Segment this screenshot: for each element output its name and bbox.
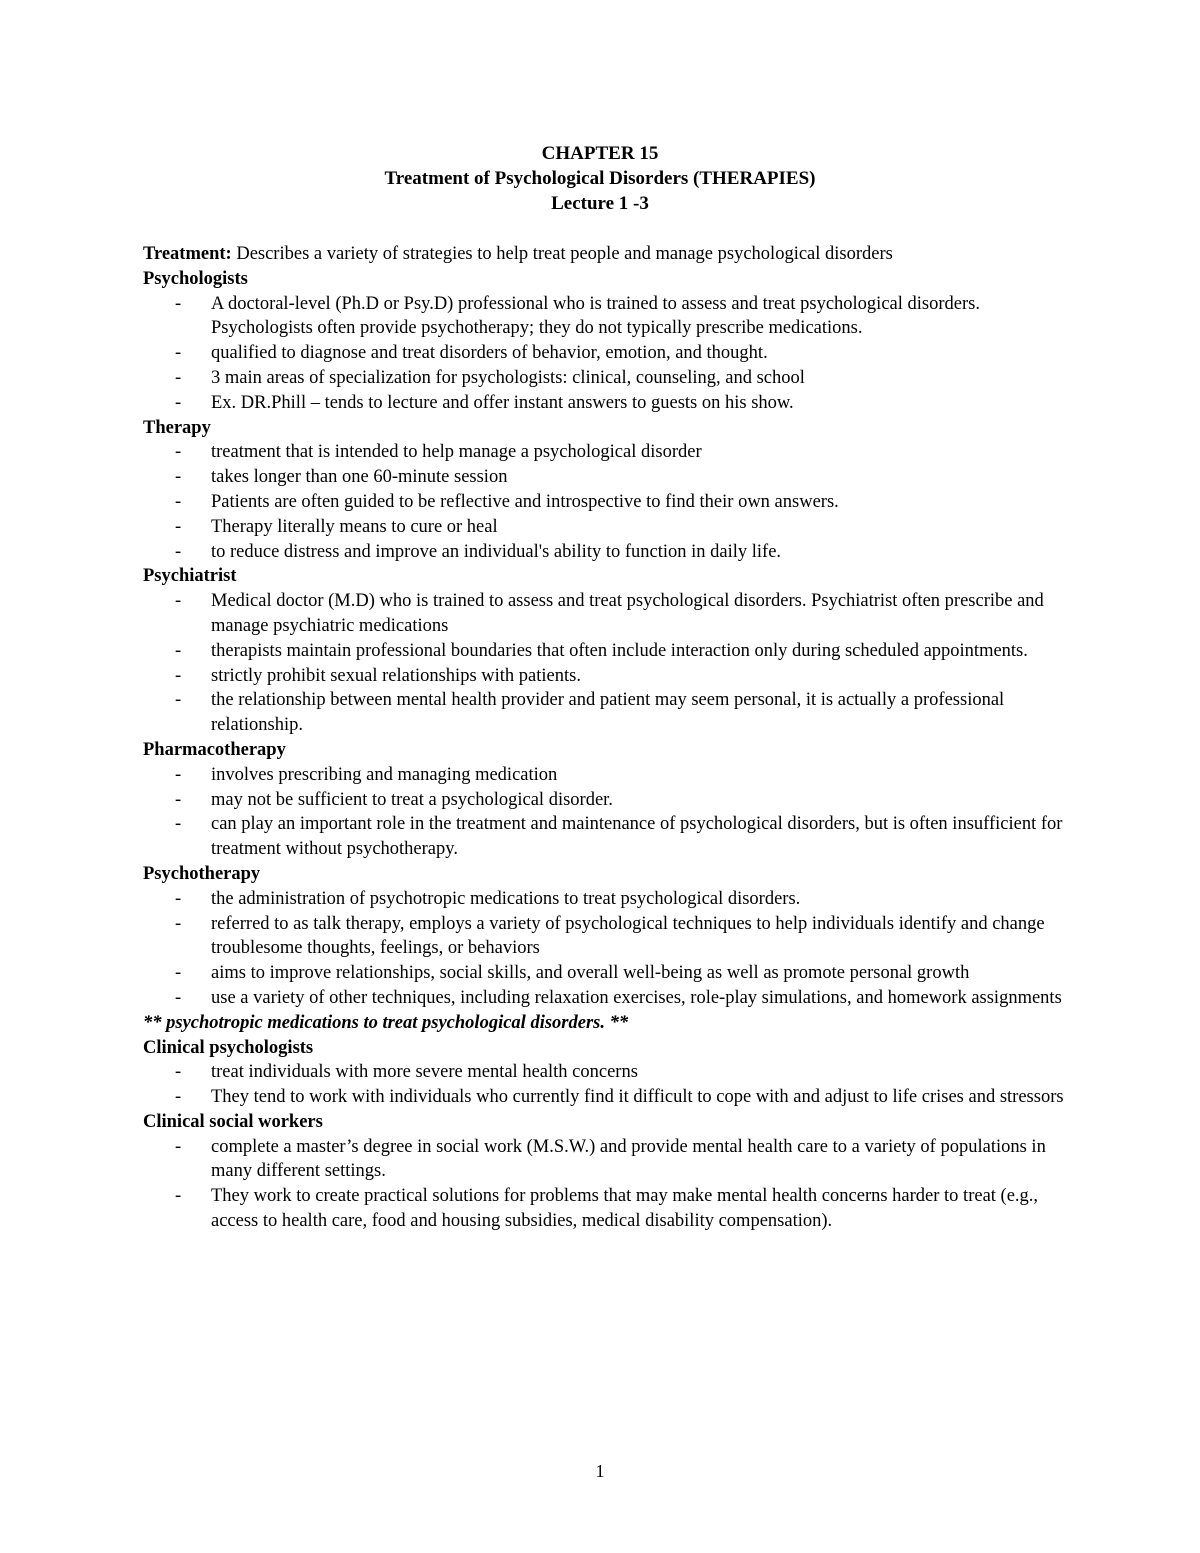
list-item-text: use a variety of other techniques, including relaxation exercises, role-play simulations, and homework assignments (211, 987, 1062, 1008)
section-heading: Psychotherapy (143, 863, 261, 884)
list-item (143, 515, 1073, 540)
bullet-dash: - (175, 987, 182, 1008)
list-item (143, 440, 1073, 465)
treatment-definition (143, 242, 1073, 267)
bullet-dash: - (175, 343, 182, 364)
list-item (143, 292, 1073, 342)
page-number: 1 (595, 1461, 605, 1481)
list-item-text: strictly prohibit sexual relationships with patients. (211, 665, 581, 686)
list-item-text: treat individuals with more severe mental health concerns (211, 1062, 638, 1083)
list-item-text: the administration of psychotropic medications to treat psychological disorders. (211, 888, 801, 909)
list-item-text: A doctoral-level (Ph.D or Psy.D) professional who is trained to assess and treat psychological disorders. Psychologists often provide psychotherapy; they do not typically prescribe medications. (211, 293, 980, 339)
list-item (143, 812, 1073, 862)
list-item (143, 688, 1073, 738)
section-heading: Clinical social workers (143, 1111, 323, 1132)
chapter-heading: CHAPTER 15 (541, 143, 659, 164)
treatment-term: Treatment: (143, 244, 232, 264)
list-item (143, 465, 1073, 490)
section-heading: Pharmacotherapy (143, 739, 286, 760)
list-item-text: aims to improve relationships, social skills, and overall well-being as well as promote personal growth (211, 963, 970, 984)
list-item (143, 961, 1073, 986)
bullet-dash: - (175, 665, 182, 686)
list-item-text: Therapy literally means to cure or heal (211, 516, 498, 537)
list-item-text: the relationship between mental health provider and patient may seem personal, it is actually a professional relationship. (211, 690, 1005, 736)
bullet-dash: - (175, 1062, 182, 1083)
sections-container (143, 267, 1073, 1234)
bullet-dash: - (175, 814, 182, 835)
list-item (143, 664, 1073, 689)
list-item-text: qualified to diagnose and treat disorders of behavior, emotion, and thought. (211, 343, 768, 364)
bullet-list (143, 887, 1073, 1011)
list-item-text: 3 main areas of specialization for psychologists: clinical, counseling, and school (211, 367, 805, 388)
list-item (143, 1135, 1073, 1185)
bullet-dash: - (175, 963, 182, 984)
list-item (143, 391, 1073, 416)
document-title: Treatment of Psychological Disorders (THERAPIES) (384, 168, 816, 189)
bullet-dash: - (175, 491, 182, 512)
list-item-text: to reduce distress and improve an individual's ability to function in daily life. (211, 541, 782, 562)
list-item (143, 763, 1073, 788)
list-item (143, 1060, 1073, 1085)
list-item (143, 589, 1073, 639)
list-item (143, 887, 1073, 912)
list-item-text: Patients are often guided to be reflective and introspective to find their own answers. (211, 491, 839, 512)
section-heading: Psychiatrist (143, 566, 237, 587)
list-item (143, 366, 1073, 391)
list-item-text: treatment that is intended to help manage a psychological disorder (211, 442, 702, 463)
treatment-definition-text: Describes a variety of strategies to help treat people and manage psychological disorders (231, 244, 893, 264)
list-item-text: Ex. DR.Phill – tends to lecture and offer instant answers to guests on his show. (211, 392, 794, 413)
list-item-text: referred to as talk therapy, employs a variety of psychological techniques to help individuals identify and change troublesome thoughts, feelings, or behaviors (211, 913, 1045, 959)
list-item (143, 341, 1073, 366)
list-item-text: They work to create practical solutions for problems that may make mental health concerns harder to treat (e.g., access to health care, food and housing subsidies, medical disability compensation). (211, 1186, 1039, 1232)
bullet-list (143, 292, 1073, 416)
document-body (143, 242, 1073, 1234)
bullet-dash: - (175, 888, 182, 909)
list-item (143, 540, 1073, 565)
bullet-dash: - (175, 640, 182, 661)
list-item-text: complete a master’s degree in social work (M.S.W.) and provide mental health care to a variety of populations in many different settings. (211, 1136, 1046, 1182)
bullet-dash: - (175, 367, 182, 388)
list-item-text: may not be sufficient to treat a psychological disorder. (211, 789, 613, 810)
bullet-dash: - (175, 1186, 182, 1207)
list-item (143, 1184, 1073, 1234)
bullet-list (143, 589, 1073, 738)
bullet-list (143, 1135, 1073, 1234)
bullet-list (143, 763, 1073, 862)
list-item (143, 490, 1073, 515)
bullet-dash: - (175, 1087, 182, 1108)
list-item (143, 1085, 1073, 1110)
list-item-text: They tend to work with individuals who currently find it difficult to cope with and adjust to life crises and stressors (211, 1087, 1064, 1108)
list-item-text: takes longer than one 60-minute session (211, 467, 508, 488)
document-header (0, 141, 1200, 216)
list-item-text: involves prescribing and managing medication (211, 764, 558, 785)
list-item (143, 912, 1073, 962)
list-item-text: therapists maintain professional boundaries that often include interaction only during scheduled appointments. (211, 640, 1028, 661)
list-item-text: Medical doctor (M.D) who is trained to assess and treat psychological disorders. Psychiatrist often prescribe and manage psychiatric medications (211, 591, 1044, 636)
bullet-dash: - (175, 467, 182, 488)
bullet-dash: - (175, 913, 182, 934)
bullet-list (143, 1060, 1073, 1110)
emphasis-note: ** psychotropic medications to treat psychological disorders. ** (143, 1012, 629, 1033)
bullet-dash: - (175, 591, 182, 612)
bullet-dash: - (175, 764, 182, 785)
list-item (143, 986, 1073, 1011)
bullet-dash: - (175, 516, 182, 537)
bullet-dash: - (175, 541, 182, 562)
list-item-text: can play an important role in the treatment and maintenance of psychological disorders, but is often insufficient for treatment without psychotherapy. (211, 814, 1063, 860)
section-heading: Therapy (143, 417, 211, 438)
bullet-dash: - (175, 293, 182, 314)
bullet-dash: - (175, 392, 182, 413)
bullet-list (143, 440, 1073, 564)
bullet-dash: - (175, 789, 182, 810)
list-item (143, 639, 1073, 664)
section-heading: Clinical psychologists (143, 1037, 314, 1058)
bullet-dash: - (175, 1136, 182, 1157)
list-item (143, 788, 1073, 813)
bullet-dash: - (175, 690, 182, 711)
lecture-label: Lecture 1 -3 (551, 193, 649, 214)
section-heading: Psychologists (143, 268, 248, 289)
bullet-dash: - (175, 442, 182, 463)
